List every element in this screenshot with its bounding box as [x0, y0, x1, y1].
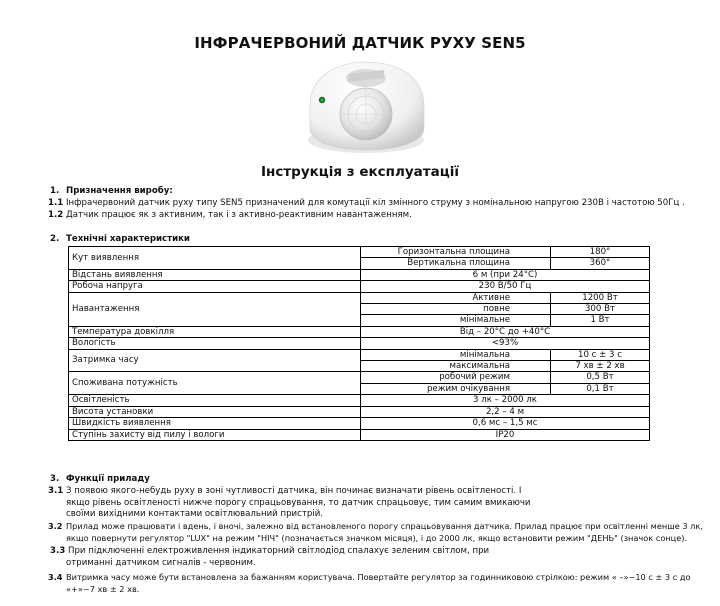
section-3-heading: 3. Функції приладу [50, 474, 150, 484]
spec-value: 0,5 Вт [551, 372, 650, 383]
spec-label: Навантаження [69, 292, 361, 326]
spec-label: Затримка часу [69, 349, 361, 372]
spec-label: Робоча напруга [69, 281, 361, 292]
spec-sub-label: максимальна [361, 361, 551, 372]
instruction-subtitle: Інструкція з експлуатації [261, 164, 459, 180]
spec-value: 6 м (при 24°С) [361, 269, 650, 280]
paragraph-1-1: 1.1 Інфрачервоний датчик руху типу SEN5 призначений для комутації кіл змінного струму з номінальною напругою 230В і частотою 50Гц . [48, 198, 685, 208]
paragraph-3-1-line-3: своїми вихідними контактами освітлювальний пристрій. [66, 509, 324, 519]
table-row [69, 349, 650, 360]
spec-sub-label: мінімальна [361, 349, 551, 360]
table-row [69, 338, 650, 349]
spec-value: 0,6 мс – 1,5 мс [361, 418, 650, 429]
paragraph-3-4: 3.4 Витримка часу може бути встановлена за бажанням користувача. Повертайте регулятор за годинниковою стрілкою: режим « –»~10 с ± 3 с до [48, 572, 691, 582]
spec-sub-label: Активне [361, 292, 551, 303]
paragraph-1-2: 1.2 Датчик працює як з активним, так і з активно-реактивним навантаженням. [48, 210, 412, 220]
spec-label: Ступінь захисту від пилу і вологи [69, 429, 361, 440]
table-row [69, 292, 650, 303]
spec-sub-label: робочий режим [361, 372, 551, 383]
spec-sub-label: режим очікування [361, 383, 551, 394]
spec-sub-label: Горизонтальна площина [361, 247, 551, 258]
spec-value: 300 Вт [551, 304, 650, 315]
paragraph-3-1-line-2: якщо рівень освітленості нижче порогу спрацьовування, то датчик спрацьовує, тим самим вмикаючи [66, 498, 531, 508]
table-row [69, 395, 650, 406]
spec-sub-label: Вертикальна площина [361, 258, 551, 269]
spec-value: 0,1 Вт [551, 383, 650, 394]
spec-label: Відстань виявлення [69, 269, 361, 280]
document-title: ІНФРАЧЕРВОНИЙ ДАТЧИК РУХУ SEN5 [194, 34, 526, 52]
spec-label: Кут виявлення [69, 247, 361, 270]
table-row [69, 281, 650, 292]
spec-label: Споживана потужність [69, 372, 361, 395]
paragraph-3-2-line-2: якщо повернути регулятор "LUX" на режим "НІЧ" (позначається значком місяця), і до 2000 лк, якщо встановити режим "ДЕНЬ" (значок сонце). [66, 533, 688, 543]
spec-value: 2,2 – 4 м [361, 406, 650, 417]
spec-value: 180° [551, 247, 650, 258]
spec-sub-label: повне [361, 304, 551, 315]
spec-label: Освітленість [69, 395, 361, 406]
section-1-heading: 1. Призначення виробу: [50, 186, 173, 196]
spec-label: Температура довкілля [69, 326, 361, 337]
section-2-heading: 2. Технічні характеристики [50, 234, 190, 244]
paragraph-3-2: 3.2 Прилад може працювати і вдень, і вночі, залежно від встановленого порогу спрацьовування датчика. Прилад працює при освітленні менше 3 лк, [48, 521, 703, 531]
table-row [69, 326, 650, 337]
paragraph-3-1: 3.1 З появою якого-небудь руху в зоні чутливості датчика, він починає визначати рівень освітленості. І [48, 486, 522, 496]
sensor-product-image [300, 56, 432, 156]
paragraph-3-3-line-2: отриманні датчиком сигналів - червоним. [66, 558, 256, 568]
spec-value: <93% [361, 338, 650, 349]
spec-value: IP20 [361, 429, 650, 440]
table-row [69, 418, 650, 429]
spec-label: Висота установки [69, 406, 361, 417]
table-row [69, 406, 650, 417]
spec-value: 10 с ± 3 с [551, 349, 650, 360]
table-row [69, 372, 650, 383]
spec-label: Швидкість виявлення [69, 418, 361, 429]
spec-value: 1200 Вт [551, 292, 650, 303]
paragraph-3-4-line-2: «+»~7 хв ± 2 хв. [66, 584, 140, 594]
spec-value: 360° [551, 258, 650, 269]
spec-label: Вологість [69, 338, 361, 349]
table-row [69, 429, 650, 440]
table-row [69, 269, 650, 280]
spec-sub-label: мінімальне [361, 315, 551, 326]
spec-value: 3 лк – 2000 лк [361, 395, 650, 406]
spec-value: 7 хв ± 2 хв [551, 361, 650, 372]
paragraph-3-3: 3.3 При підключенні електроживлення індикаторний світлодіод спалахує зеленим світлом, при [50, 546, 490, 556]
specifications-table [68, 246, 650, 441]
spec-value: 1 Вт [551, 315, 650, 326]
table-row [69, 247, 650, 258]
spec-value: 230 В/50 Гц [361, 281, 650, 292]
spec-value: Від – 20°С до +40°С [361, 326, 650, 337]
